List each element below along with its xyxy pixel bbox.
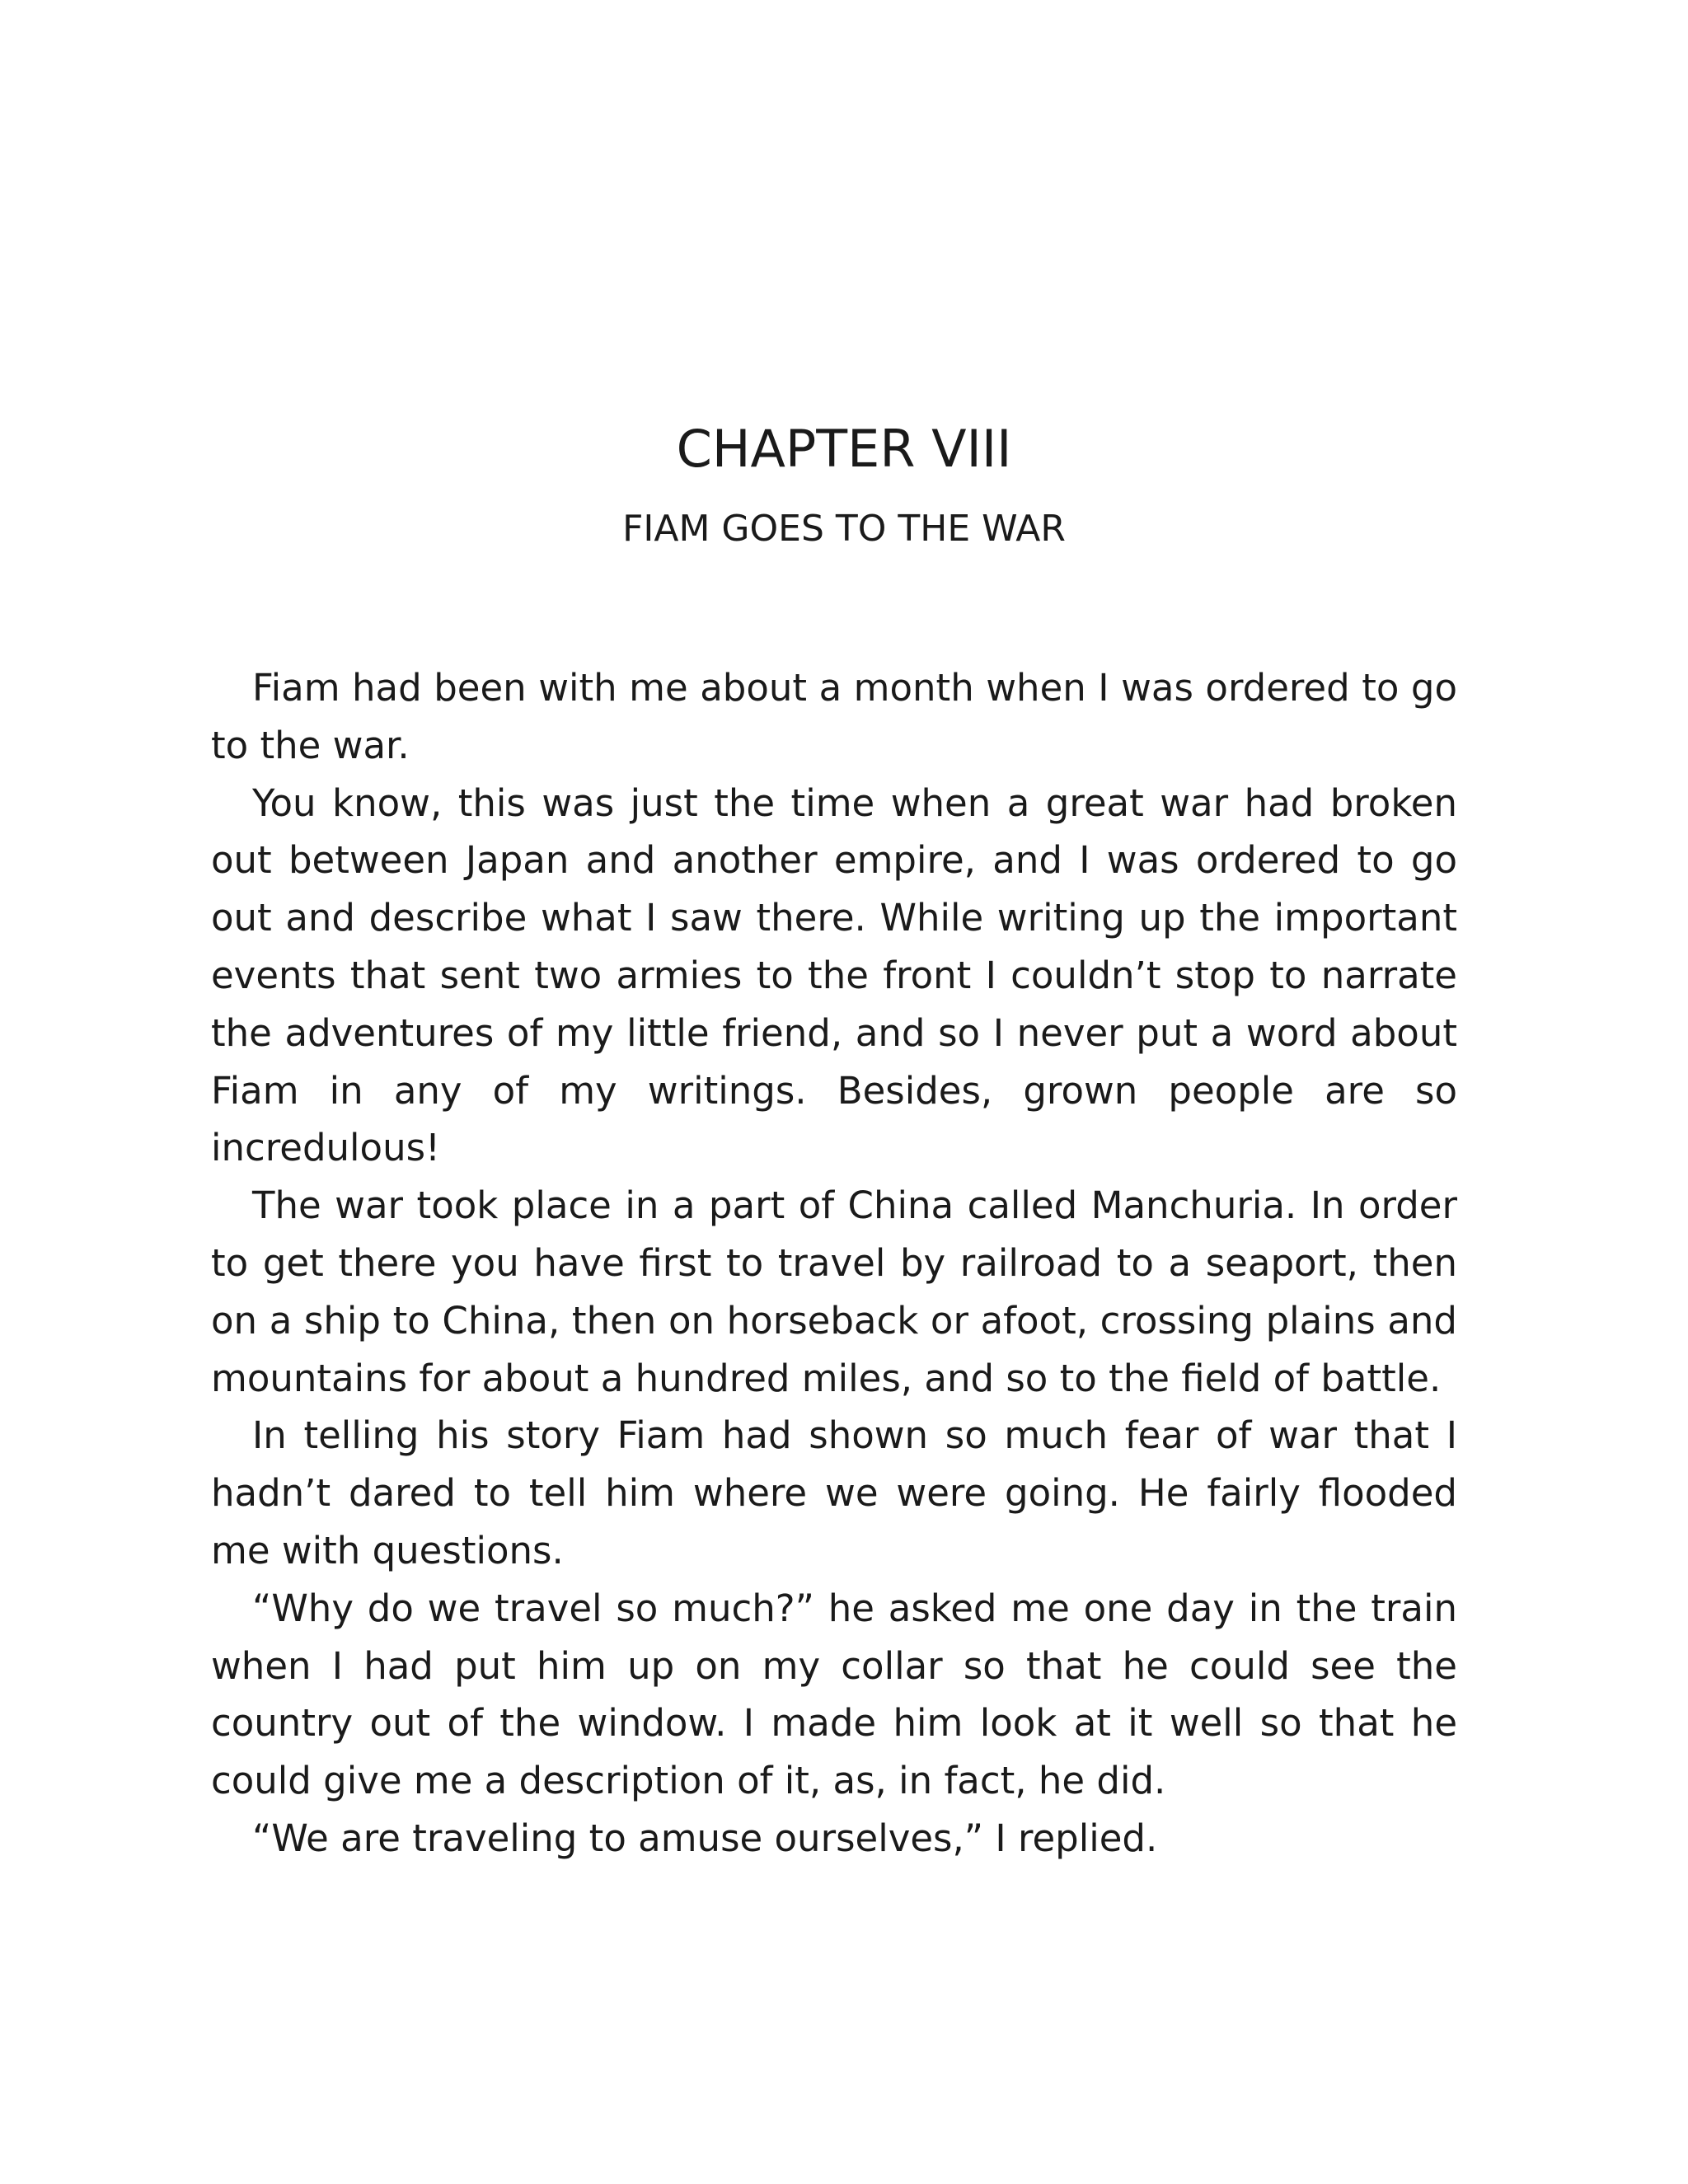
- paragraph: You know, this was just the time when a great war had broken out between Japan and another empire, and I was ordered to go out and describe what I saw there. While writing up the important events that sent two armies to the front I couldn’t stop to narrate the adventures of my little friend, and so I never put a word about Fiam in any of my writings. Besides, grown people are so incredulous!: [211, 780, 1457, 1170]
- paragraph: The war took place in a part of China called Manchuria. In order to get there you have first to travel by railroad to a seaport, then on a ship to China, then on horseback or afoot, crossing plains and mountains for about a hundred miles, and so to the field of battle.: [211, 1183, 1457, 1400]
- chapter-body: [211, 659, 1457, 1868]
- paragraph: In telling his story Fiam had shown so much fear of war that I hadn’t dared to tell him where we were going. He fairly flooded me with questions.: [211, 1413, 1457, 1572]
- paragraph: Fiam had been with me about a month when I was ordered to go to the war.: [211, 666, 1457, 767]
- paragraph: “We are traveling to amuse ourselves,” I replied.: [252, 1816, 1158, 1860]
- chapter-title: FIAM GOES TO THE WAR: [622, 508, 1066, 550]
- chapter-number: CHAPTER VIII: [676, 419, 1012, 479]
- paragraph: “Why do we travel so much?” he asked me one day in the train when I had put him up on my collar so that he could see the country out of the window. I made him look at it well so that he could give me a description of it, as, in fact, he did.: [211, 1586, 1457, 1803]
